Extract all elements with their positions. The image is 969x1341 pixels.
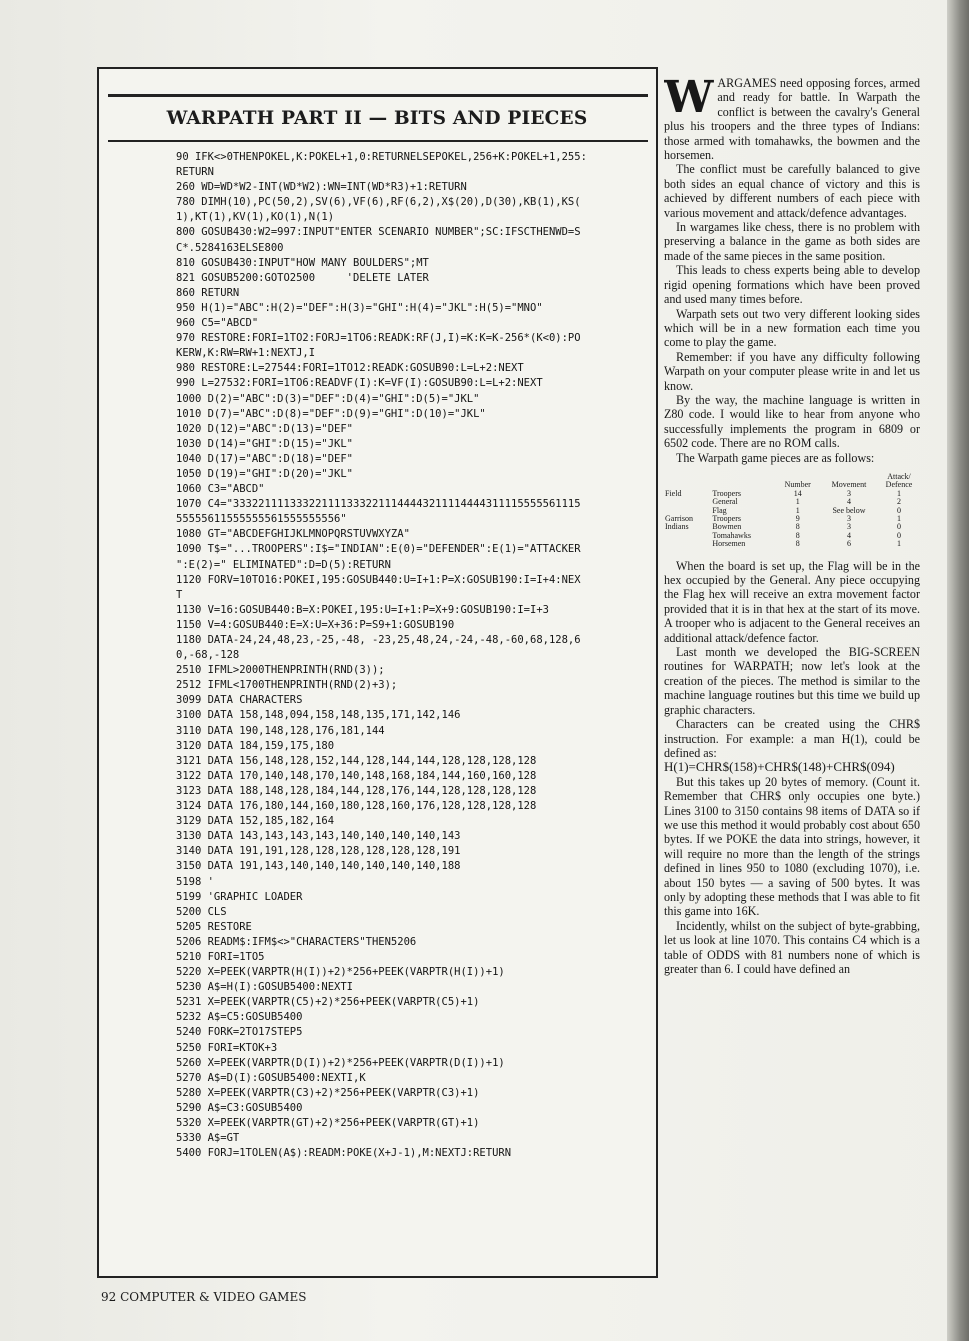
listing-line: 1180 DATA-24,24,48,23,-25,-48, -23,25,48,24,-24,-48,-60,68,128,6 bbox=[176, 634, 581, 646]
table-cell: 0 bbox=[897, 530, 901, 540]
article-column bbox=[664, 76, 920, 1266]
listing-line: C*.5284163ELSE800 bbox=[176, 241, 284, 254]
table-cell: 8 bbox=[795, 522, 800, 532]
table-cell: Tomahawks bbox=[712, 530, 751, 540]
table-row bbox=[664, 498, 920, 506]
article-paragraph: Incidently, whilst on the subject of byte-grabbing, let us look at line 1070. This contains C4 which is a table of ODDS with 81 numbers none of which is greater than 6. I could have defined an bbox=[664, 918, 920, 976]
listing-line: 5320 X=PEEK(VARPTR(GT)+2)*256+PEEK(VARPTR(GT)+1) bbox=[176, 1117, 480, 1129]
title-rule-top bbox=[108, 94, 648, 97]
table-cell bbox=[664, 532, 711, 540]
listing-line: 1080 GT="ABCDEFGHIJKLMNOPQRSTUVWXYZA" bbox=[176, 528, 410, 541]
listing-line: 5210 FORI=1TO5 bbox=[176, 950, 265, 963]
table-cell: 2 bbox=[897, 497, 901, 507]
listing-line: 5270 A$=D(I):GOSUB5400:NEXTI,K bbox=[176, 1071, 366, 1084]
listing-line: 55555611555555561555555556" bbox=[176, 513, 347, 526]
listing-line: 950 H(1)="ABC":H(2)="DEF":H(3)="GHI":H(4)="JKL":H(5)="MNO" bbox=[176, 301, 543, 314]
table-cell: 3 bbox=[847, 514, 852, 523]
article-paragraph: When the board is set up, the Flag will be in the hex occupied by the General. Any piece occupying the Flag hex will receive an extra movement factor provided that it is in that hex at the start of its move. A trooper who is adjacent to the General receives an additional attack/defence factor. bbox=[664, 558, 920, 645]
listing-line: 970 RESTORE:FORI=1TO2:FORJ=1TO6:READK:RF(J,I)=K:K=K-256*(K<0):PO bbox=[176, 332, 581, 345]
table-header-number: Number bbox=[784, 480, 811, 490]
listing-line: 3110 DATA 190,148,128,176,181,144 bbox=[176, 724, 385, 737]
listing-line: 1070 C4="3332211113332211113332211144443211114444311115555561115 bbox=[176, 498, 581, 511]
listing-line: 5240 FORK=2TO17STEP5 bbox=[176, 1026, 303, 1039]
table-cell: 1 bbox=[897, 488, 901, 498]
listing-line: 5205 RESTORE bbox=[176, 920, 252, 933]
listing-line: T bbox=[176, 588, 183, 601]
listing-line: 5206 READM$:IFM$<>"CHARACTERS"THEN5206 bbox=[176, 935, 417, 948]
table-cell: General bbox=[712, 497, 738, 507]
listing-line: 5290 A$=C3:GOSUB5400 bbox=[176, 1101, 303, 1114]
table-cell: Horsemen bbox=[712, 539, 746, 549]
listing-line: 5220 X=PEEK(VARPTR(H(I))+2)*256+PEEK(VARPTR(H(I))+1) bbox=[176, 966, 505, 979]
listing-line: KERW,K:RW=RW+1:NEXTJ,I bbox=[176, 347, 316, 360]
article-paragraph: The Warpath game pieces are as follows: bbox=[676, 450, 875, 465]
listing-line: 3150 DATA 191,143,140,140,140,140,140,140,188 bbox=[176, 860, 461, 873]
table-cell bbox=[664, 540, 711, 548]
article-paragraph: Warpath sets out two very different looking sides which will be in a new formation each time you come to play the game. bbox=[664, 306, 920, 350]
table-cell bbox=[664, 498, 711, 506]
listing-line: 3122 DATA 170,140,148,170,140,148,168,184,144,160,160,128 bbox=[176, 769, 537, 782]
page-footer: 92 COMPUTER & VIDEO GAMES bbox=[101, 1290, 307, 1304]
listing-line: 5230 A$=H(I):GOSUB5400:NEXTI bbox=[176, 981, 354, 994]
listing-line: 1150 V=4:GOSUB440:E=X:U=X+36:P=S9+1:GOSUB190 bbox=[176, 618, 455, 631]
listing-line: 960 C5="ABCD" bbox=[176, 317, 259, 330]
listing-line: 260 WD=WD*W2-INT(WD*W2):WN=INT(WD*R3)+1:RETURN bbox=[176, 181, 467, 194]
table-row bbox=[664, 523, 920, 531]
listing-line: 1040 D(17)="ABC":D(18)="DEF" bbox=[176, 452, 354, 465]
table-cell: Bowmen bbox=[712, 522, 742, 532]
listing-line: 3100 DATA 158,148,094,158,148,135,171,142,146 bbox=[176, 709, 461, 722]
listing-title: WARPATH PART II — BITS AND PIECES bbox=[166, 108, 588, 129]
listing-line: 1),KT(1),KV(1),KO(1),N(1) bbox=[176, 211, 335, 224]
table-cell: Field bbox=[665, 488, 682, 498]
listing-line: 1020 D(12)="ABC":D(13)="DEF" bbox=[176, 422, 354, 435]
table-cell: Garrison bbox=[665, 514, 693, 523]
table-cell: 1 bbox=[897, 514, 901, 523]
table-cell: 8 bbox=[795, 539, 800, 549]
article-paragraph: Remember: if you have any difficulty following Warpath on your computer please write in and let us know. bbox=[664, 349, 920, 393]
listing-line: 810 GOSUB430:INPUT"HOW MANY BOULDERS";MT bbox=[176, 256, 429, 269]
listing-line: 5231 X=PEEK(VARPTR(C5)+2)*256+PEEK(VARPTR(C5)+1) bbox=[176, 996, 480, 1009]
listing-line: 3121 DATA 156,148,128,152,144,128,144,144,128,128,128,128 bbox=[176, 754, 537, 767]
table-cell: 9 bbox=[795, 514, 800, 523]
drop-cap: W bbox=[664, 76, 714, 123]
listing-line: 5198 ' bbox=[176, 875, 214, 888]
listing-line: 3120 DATA 184,159,175,180 bbox=[176, 739, 335, 752]
table-cell: 0 bbox=[897, 522, 901, 532]
table-header-attack-defence: Attack/ Defence bbox=[885, 471, 913, 490]
code-example: H(1)=CHR$(158)+CHR$(148)+CHR$(094) bbox=[664, 759, 895, 775]
table-cell: 4 bbox=[847, 530, 852, 540]
page-edge-shadow bbox=[947, 0, 969, 1341]
listing-line: 821 GOSUB5200:GOTO2500 'DELETE LATER bbox=[176, 271, 429, 284]
listing-line: 5280 X=PEEK(VARPTR(C3)+2)*256+PEEK(VARPTR(C3)+1) bbox=[176, 1086, 480, 1099]
listing-line: 3140 DATA 191,191,128,128,128,128,128,128,191 bbox=[176, 845, 461, 858]
table-header-movement: Movement bbox=[831, 480, 867, 490]
listing-line: 5400 FORJ=1TOLEN(A$):READM:POKE(X+J-1),M:NEXTJ:RETURN bbox=[176, 1147, 512, 1160]
table-header-blank bbox=[664, 473, 711, 490]
table-cell: 6 bbox=[847, 539, 852, 549]
table-cell: Troopers bbox=[712, 514, 741, 523]
game-pieces-table bbox=[664, 473, 920, 549]
table-cell: 1 bbox=[795, 497, 800, 507]
table-cell: 3 bbox=[847, 488, 852, 498]
listing-line: 2510 IFML>2000THENPRINTH(RND(3)); bbox=[176, 664, 385, 677]
table-row bbox=[664, 515, 920, 523]
listing-line: 3123 DATA 188,148,128,184,144,128,176,144,128,128,128,128 bbox=[176, 784, 537, 797]
listing-line: 0,-68,-128 bbox=[176, 649, 240, 662]
listing-line: 5200 CLS bbox=[176, 905, 227, 918]
listing-line: 3124 DATA 176,180,144,160,180,128,160,176,128,128,128,128 bbox=[176, 800, 537, 813]
listing-line: 5330 A$=GT bbox=[176, 1132, 240, 1145]
article-paragraph: Characters can be created using the CHR$ instruction. For example: a man H(1), could be defined as: bbox=[664, 717, 920, 760]
article-paragraph: In wargames like chess, there is no problem with preserving a balance in the game as both sides are made of the same pieces in the same position. bbox=[664, 220, 920, 263]
listing-line: 1120 FORV=10TO16:POKEI,195:GOSUB440:U=I+1:P=X:GOSUB190:I=I+4:NEX bbox=[176, 573, 581, 586]
listing-line: 990 L=27532:FORI=1TO6:READVF(I):K=VF(I):GOSUB90:L=L+2:NEXT bbox=[176, 377, 543, 390]
listing-line: 980 RESTORE:L=27544:FORI=1TO12:READK:GOSUB90:L=L+2:NEXT bbox=[176, 362, 524, 375]
table-cell: See below bbox=[832, 505, 866, 515]
table-row bbox=[664, 490, 920, 498]
listing-line: 1030 D(14)="GHI":D(15)="JKL" bbox=[176, 437, 354, 450]
article-paragraph: The conflict must be carefully balanced to give both sides an equal chance of victory and this is achieved by different numbers of each piece with various movement and attack/defence advantages. bbox=[664, 162, 920, 220]
table-cell: Indians bbox=[665, 522, 689, 532]
article-paragraph: By the way, the machine language is written in Z80 code. I would like to hear from anyone who successfully implements the program in 6809 or 6502 code. There are no ROM calls. bbox=[664, 392, 920, 451]
listing-line: 3130 DATA 143,143,143,143,140,140,140,140,143 bbox=[176, 830, 461, 843]
listing-line: 1050 D(19)="GHI":D(20)="JKL" bbox=[176, 467, 354, 480]
table-cell: 4 bbox=[847, 497, 852, 507]
article-paragraph: But this takes up 20 bytes of memory. (Count it. Remember that CHR$ only occupies one byte.) Lines 3100 to 3150 contains 98 items of DATA so if we use this method it would probably cost about 650 bytes. If we POKE the data into strings, however, it will require no more than the length of the strings defined in lines 950 to 1080 (excluding 1070), i.e. about 150 bytes — a saving of 500 bytes. It was only by adopting these methods that I was able to fit this game into 16K. bbox=[664, 774, 920, 919]
table-cell: 1 bbox=[795, 505, 800, 515]
listing-line: 5199 'GRAPHIC LOADER bbox=[176, 890, 303, 903]
listing-line: RETURN bbox=[176, 166, 214, 179]
table-row bbox=[664, 532, 920, 540]
listing-line: 1000 D(2)="ABC":D(3)="DEF":D(4)="GHI":D(5)="JKL" bbox=[176, 392, 480, 405]
listing-line: 1060 C3="ABCD" bbox=[176, 483, 265, 496]
table-row bbox=[664, 507, 920, 515]
table-cell: Flag bbox=[712, 505, 727, 515]
table-cell: 1 bbox=[897, 539, 901, 549]
article-paragraph: Last month we developed the BIG-SCREEN routines for WARPATH; now let's look at the creation of the pieces. The method is similar to the machine language routines but this time we build up graphic characters. bbox=[664, 645, 920, 717]
listing-line: 1010 D(7)="ABC":D(8)="DEF":D(9)="GHI":D(10)="JKL" bbox=[176, 407, 486, 420]
listing-line: 5250 FORI=KTOK+3 bbox=[176, 1041, 278, 1054]
article-paragraph bbox=[664, 76, 920, 162]
listing-line: 860 RETURN bbox=[176, 286, 240, 299]
listing-line: 3099 DATA CHARACTERS bbox=[176, 694, 303, 707]
article-paragraph: This leads to chess experts being able to develop rigid opening formations which have been proved and used many times before. bbox=[664, 263, 920, 307]
table-cell: 14 bbox=[793, 488, 802, 498]
listing-line: 5232 A$=C5:GOSUB5400 bbox=[176, 1011, 303, 1024]
listing-line: 1130 V=16:GOSUB440:B=X:POKEI,195:U=I+1:P=X+9:GOSUB190:I=I+3 bbox=[176, 603, 549, 616]
listing-line: ":E(2)=" ELIMINATED":D=D(5):RETURN bbox=[176, 558, 391, 571]
listing-line: 2512 IFML<1700THENPRINTH(RND(2)+3); bbox=[176, 679, 398, 692]
listing-line: 780 DIMH(10),PC(50,2),SV(6),VF(6),RF(6,2),X$(20),D(30),KB(1),KS( bbox=[176, 196, 581, 209]
listing-line: 3129 DATA 152,185,182,164 bbox=[176, 815, 335, 828]
table-cell: 0 bbox=[897, 505, 901, 515]
table-cell: 3 bbox=[847, 522, 852, 532]
table-cell: 8 bbox=[795, 530, 800, 540]
table-cell: Troopers bbox=[712, 488, 741, 498]
listing-line: 90 IFK<>0THENPOKEL,K:POKEL+1,0:RETURNELSEPOKEL,256+K:POKEL+1,255: bbox=[176, 151, 587, 163]
listing-line: 5260 X=PEEK(VARPTR(D(I))+2)*256+PEEK(VARPTR(D(I))+1) bbox=[176, 1056, 505, 1069]
listing-line: 1090 T$="...TROOPERS":I$="INDIAN":E(0)="DEFENDER":E(1)="ATTACKER bbox=[176, 543, 581, 556]
table-header-blank bbox=[711, 473, 775, 490]
title-rule-bottom bbox=[108, 140, 648, 142]
basic-program-listing bbox=[176, 150, 650, 1260]
table-header-row bbox=[664, 473, 920, 490]
paragraph-text: ARGAMES need opposing forces, armed and ready for battle. In Warpath the conflict is between the cavalry's General plus his troopers and the three types of Indians: those armed with tomahawks, the bowmen and the horsemen. bbox=[664, 76, 920, 163]
listing-line: 800 GOSUB430:W2=997:INPUT"ENTER SCENARIO NUMBER";SC:IFSCTHENWD=S bbox=[176, 226, 581, 239]
table-row bbox=[664, 540, 920, 548]
